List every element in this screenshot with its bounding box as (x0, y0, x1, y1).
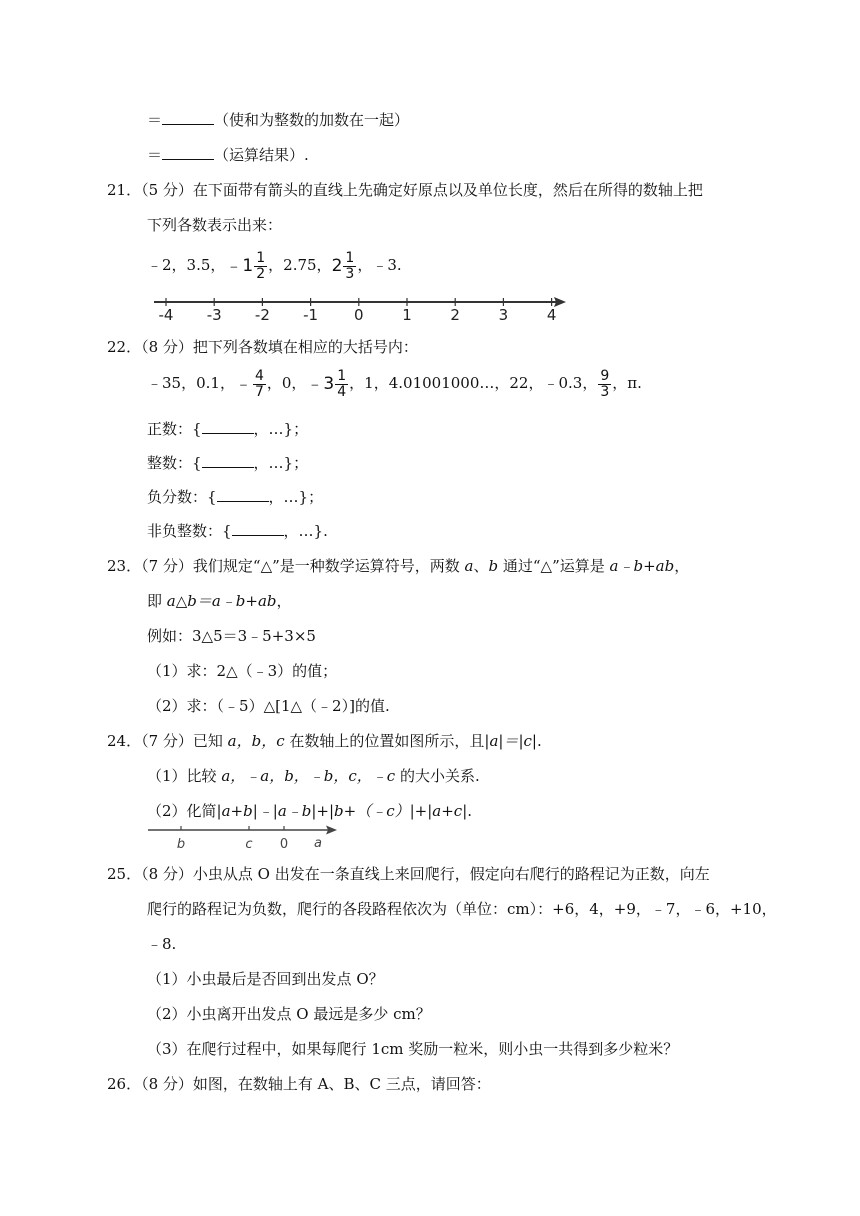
question-25-part-3: （3）在爬行过程中，如果每爬行 1cm 奖励一粒米，则小虫一共得到多少粒米？ (147, 1040, 679, 1058)
question-24-part-2: （2）化简|a+b|﹣|a﹣b|+|b+（﹣c）|+|a+c|. (147, 802, 473, 820)
question-23-part-1: （1）求：2△（﹣3）的值； (147, 662, 338, 680)
question-25-line-3: ﹣8. (147, 935, 177, 953)
equals-sign: ＝ (147, 146, 163, 164)
tick-label: -2 (254, 306, 270, 322)
question-23-part-2: （2）求：（﹣5）△[1△（﹣2）]的值. (147, 697, 390, 715)
answer-blank[interactable] (232, 521, 284, 536)
expression-step-line-2 (147, 145, 309, 165)
question-25-part-2: （2）小虫离开出发点 O 最远是多少 cm？ (147, 1005, 431, 1023)
question-25-heading: 25．（8 分）小虫从点 O 出发在一条直线上来回爬行，假定向右爬行的路程记为正数，向左 (107, 865, 710, 883)
tick-label: -1 (303, 306, 319, 322)
negative-fractions-set: 负分数：{ ，…}； (147, 488, 324, 506)
tick-label: 1 (402, 306, 412, 322)
answer-blank[interactable] (202, 419, 254, 434)
question-21-heading-cont: 下列各数表示出来： (147, 216, 283, 234)
question-25-part-1: （1）小虫最后是否回到出发点 O？ (147, 970, 384, 988)
label-b: b (176, 837, 186, 852)
equals-sign: ＝ (147, 111, 163, 129)
tick-label: 0 (354, 306, 364, 322)
question-23-definition: 即 a△b＝a﹣b+ab， (147, 592, 292, 610)
mixed-number: ﹣1 $\frac{1}{2}$ (225, 249, 266, 282)
question-25-line-2: 爬行的路程记为负数，爬行的各段路程依次为（单位：cm）：+6，4，+9，﹣7，﹣6，+10， (147, 900, 777, 918)
question-24-part-1: （1）比较 a，﹣a，b，﹣b，c，﹣c 的大小关系. (147, 767, 480, 785)
answer-blank[interactable] (162, 145, 214, 160)
label-zero: 0 (279, 837, 289, 852)
question-23-example: 例如：3△5＝3﹣5+3×5 (147, 627, 316, 645)
expression-step-line-1 (147, 110, 409, 130)
question-24-heading: 24．（7 分）已知 a，b，c 在数轴上的位置如图所示，且|a|＝|c|. (107, 732, 542, 750)
tick-label: -4 (158, 306, 174, 322)
mixed-number: ﹣3 $\frac{1}{4}$ (306, 367, 347, 400)
answer-blank[interactable] (217, 487, 269, 502)
tick-label: -3 (206, 306, 222, 322)
tick-label: 4 (546, 306, 557, 322)
step-hint: （运算结果）. (214, 146, 309, 164)
question-23-heading: 23．（7 分）我们规定“△”是一种数学运算符号，两数 a、b 通过“△”运算是 a﹣b+ab， (107, 557, 690, 575)
answer-blank[interactable] (202, 453, 254, 468)
number-line-figure (150, 292, 570, 322)
label-c: c (245, 837, 253, 852)
positive-numbers-set: 正数：{ ，…}； (147, 420, 309, 438)
fraction: $\frac{9}{3}$ (600, 367, 610, 400)
tick-label: 3 (498, 306, 509, 322)
question-22-numbers: ﹣35，0.1， ﹣ $\frac{4}{7}$ ，0， ﹣3 $\frac{1}{4}$ ，1，4.01001000…，22，﹣0.3， $\frac{9}{3}$ ，π. (147, 367, 642, 400)
step-hint: （使和为整数的加数在一起） (214, 111, 410, 129)
question-21-heading: 21．（5 分）在下面带有箭头的直线上先确定好原点以及单位长度，然后在所得的数轴上把 (107, 181, 703, 199)
fraction: ﹣ $\frac{4}{7}$ (234, 367, 264, 400)
question-22-heading: 22．（8 分）把下列各数填在相应的大括号内： (107, 338, 418, 356)
tick-label: 2 (450, 306, 460, 322)
answer-blank[interactable] (162, 110, 214, 125)
label-a: a (314, 836, 322, 851)
question-21-numbers: ﹣2，3.5， ﹣1 $\frac{1}{2}$ ，2.75， 2 $\frac{1}{3}$ ，﹣3. (147, 249, 402, 282)
abc-number-line-figure (145, 822, 345, 852)
mixed-number: 2 $\frac{1}{3}$ (331, 249, 355, 282)
non-negative-integers-set: 非负整数：{ ，…}. (147, 522, 328, 540)
question-26-heading: 26．（8 分）如图，在数轴上有 A、B、C 三点，请回答： (107, 1075, 491, 1093)
integers-set: 整数：{ ，…}； (147, 454, 309, 472)
